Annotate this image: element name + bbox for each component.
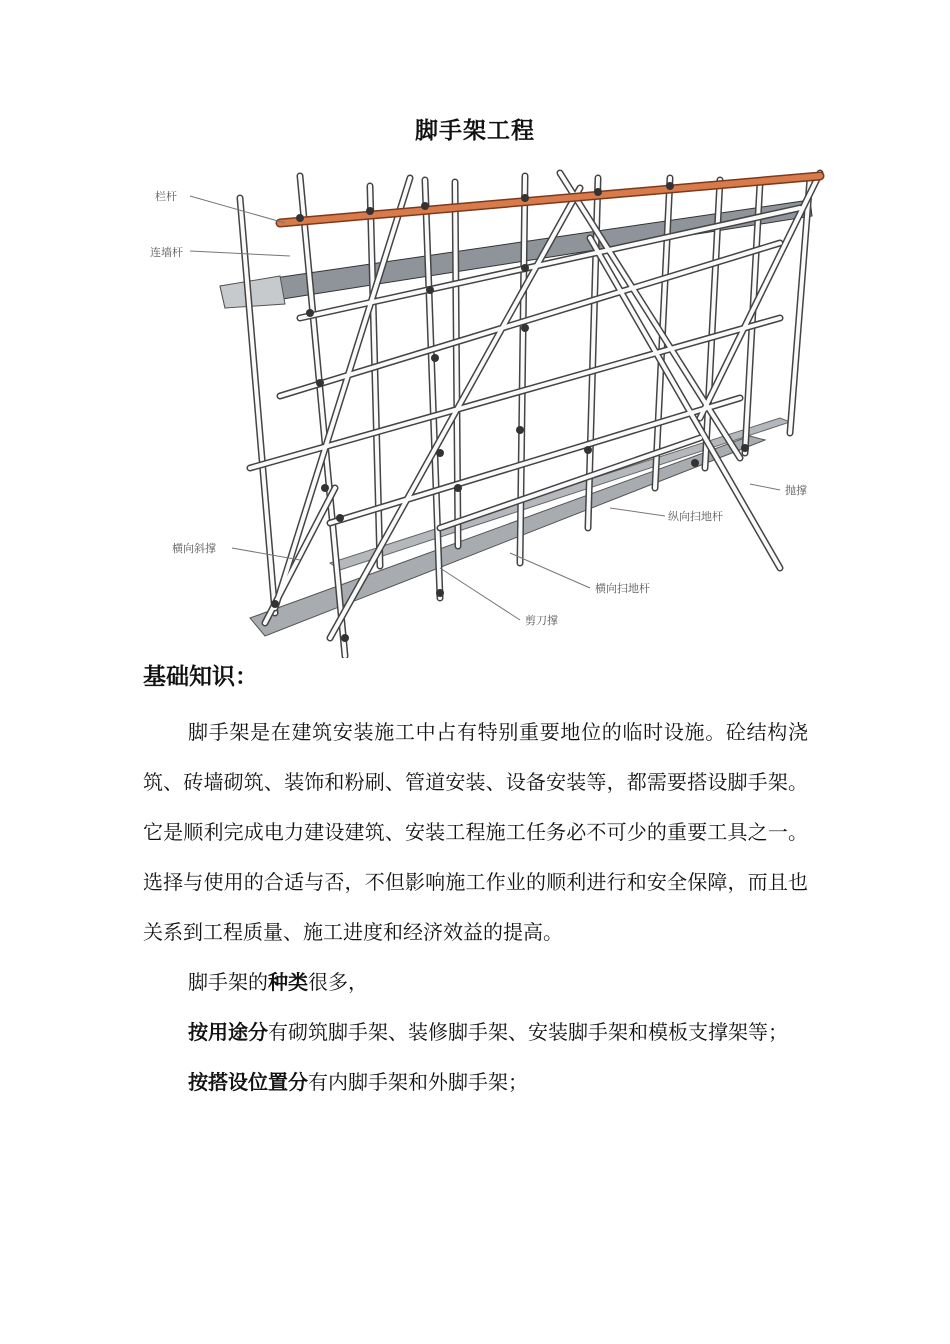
paragraph-by-position — [143, 1057, 808, 1107]
by-use-bold: 按用途分 — [188, 1020, 268, 1044]
scaffold-figure — [140, 168, 840, 658]
types-suffix: 很多， — [308, 970, 368, 994]
label-transverse-sweep: 横向扫地杆 — [595, 582, 650, 595]
by-position-bold: 按搭设位置分 — [188, 1070, 308, 1094]
label-wall-tie: 连墙杆 — [150, 246, 183, 259]
label-railing: 栏杆 — [155, 190, 177, 203]
body-text — [143, 707, 808, 1107]
paragraph-by-use — [143, 1007, 808, 1057]
types-bold: 种类 — [268, 970, 308, 994]
page-title: 脚手架工程 — [415, 118, 535, 144]
by-use-text: 有砌筑脚手架、装修脚手架、安装脚手架和模板支撑架等； — [268, 1020, 788, 1044]
paragraph-types — [143, 957, 808, 1007]
ground-plank-back — [330, 418, 790, 570]
paragraph-intro: 脚手架是在建筑安装施工中占有特别重要地位的临时设施。砼结构浇筑、砖墙砌筑、装饰和粉刷、管道安装、设备安装等，都需要搭设脚手架。它是顺利完成电力建设建筑、安装工程施工任务必不可少的重要工具之一。选择与使用的合适与否，不但影响施工作业的顺利进行和安全保障，而且也关系到工程质量、施工进度和经济效益的提高。 — [143, 720, 808, 944]
by-position-text: 有内脚手架和外脚手架； — [308, 1070, 528, 1094]
label-longitudinal-sweep: 纵向扫地杆 — [668, 510, 723, 523]
label-scissor-brace: 剪刀撑 — [525, 614, 558, 627]
types-prefix: 脚手架的 — [188, 970, 268, 994]
deck-end — [220, 276, 285, 308]
label-outrigger: 抛撑 — [785, 484, 807, 497]
scaffold-diagram — [140, 168, 840, 658]
label-diagonal-brace: 横向斜撑 — [172, 542, 216, 555]
section-heading: 基础知识： — [143, 664, 258, 690]
